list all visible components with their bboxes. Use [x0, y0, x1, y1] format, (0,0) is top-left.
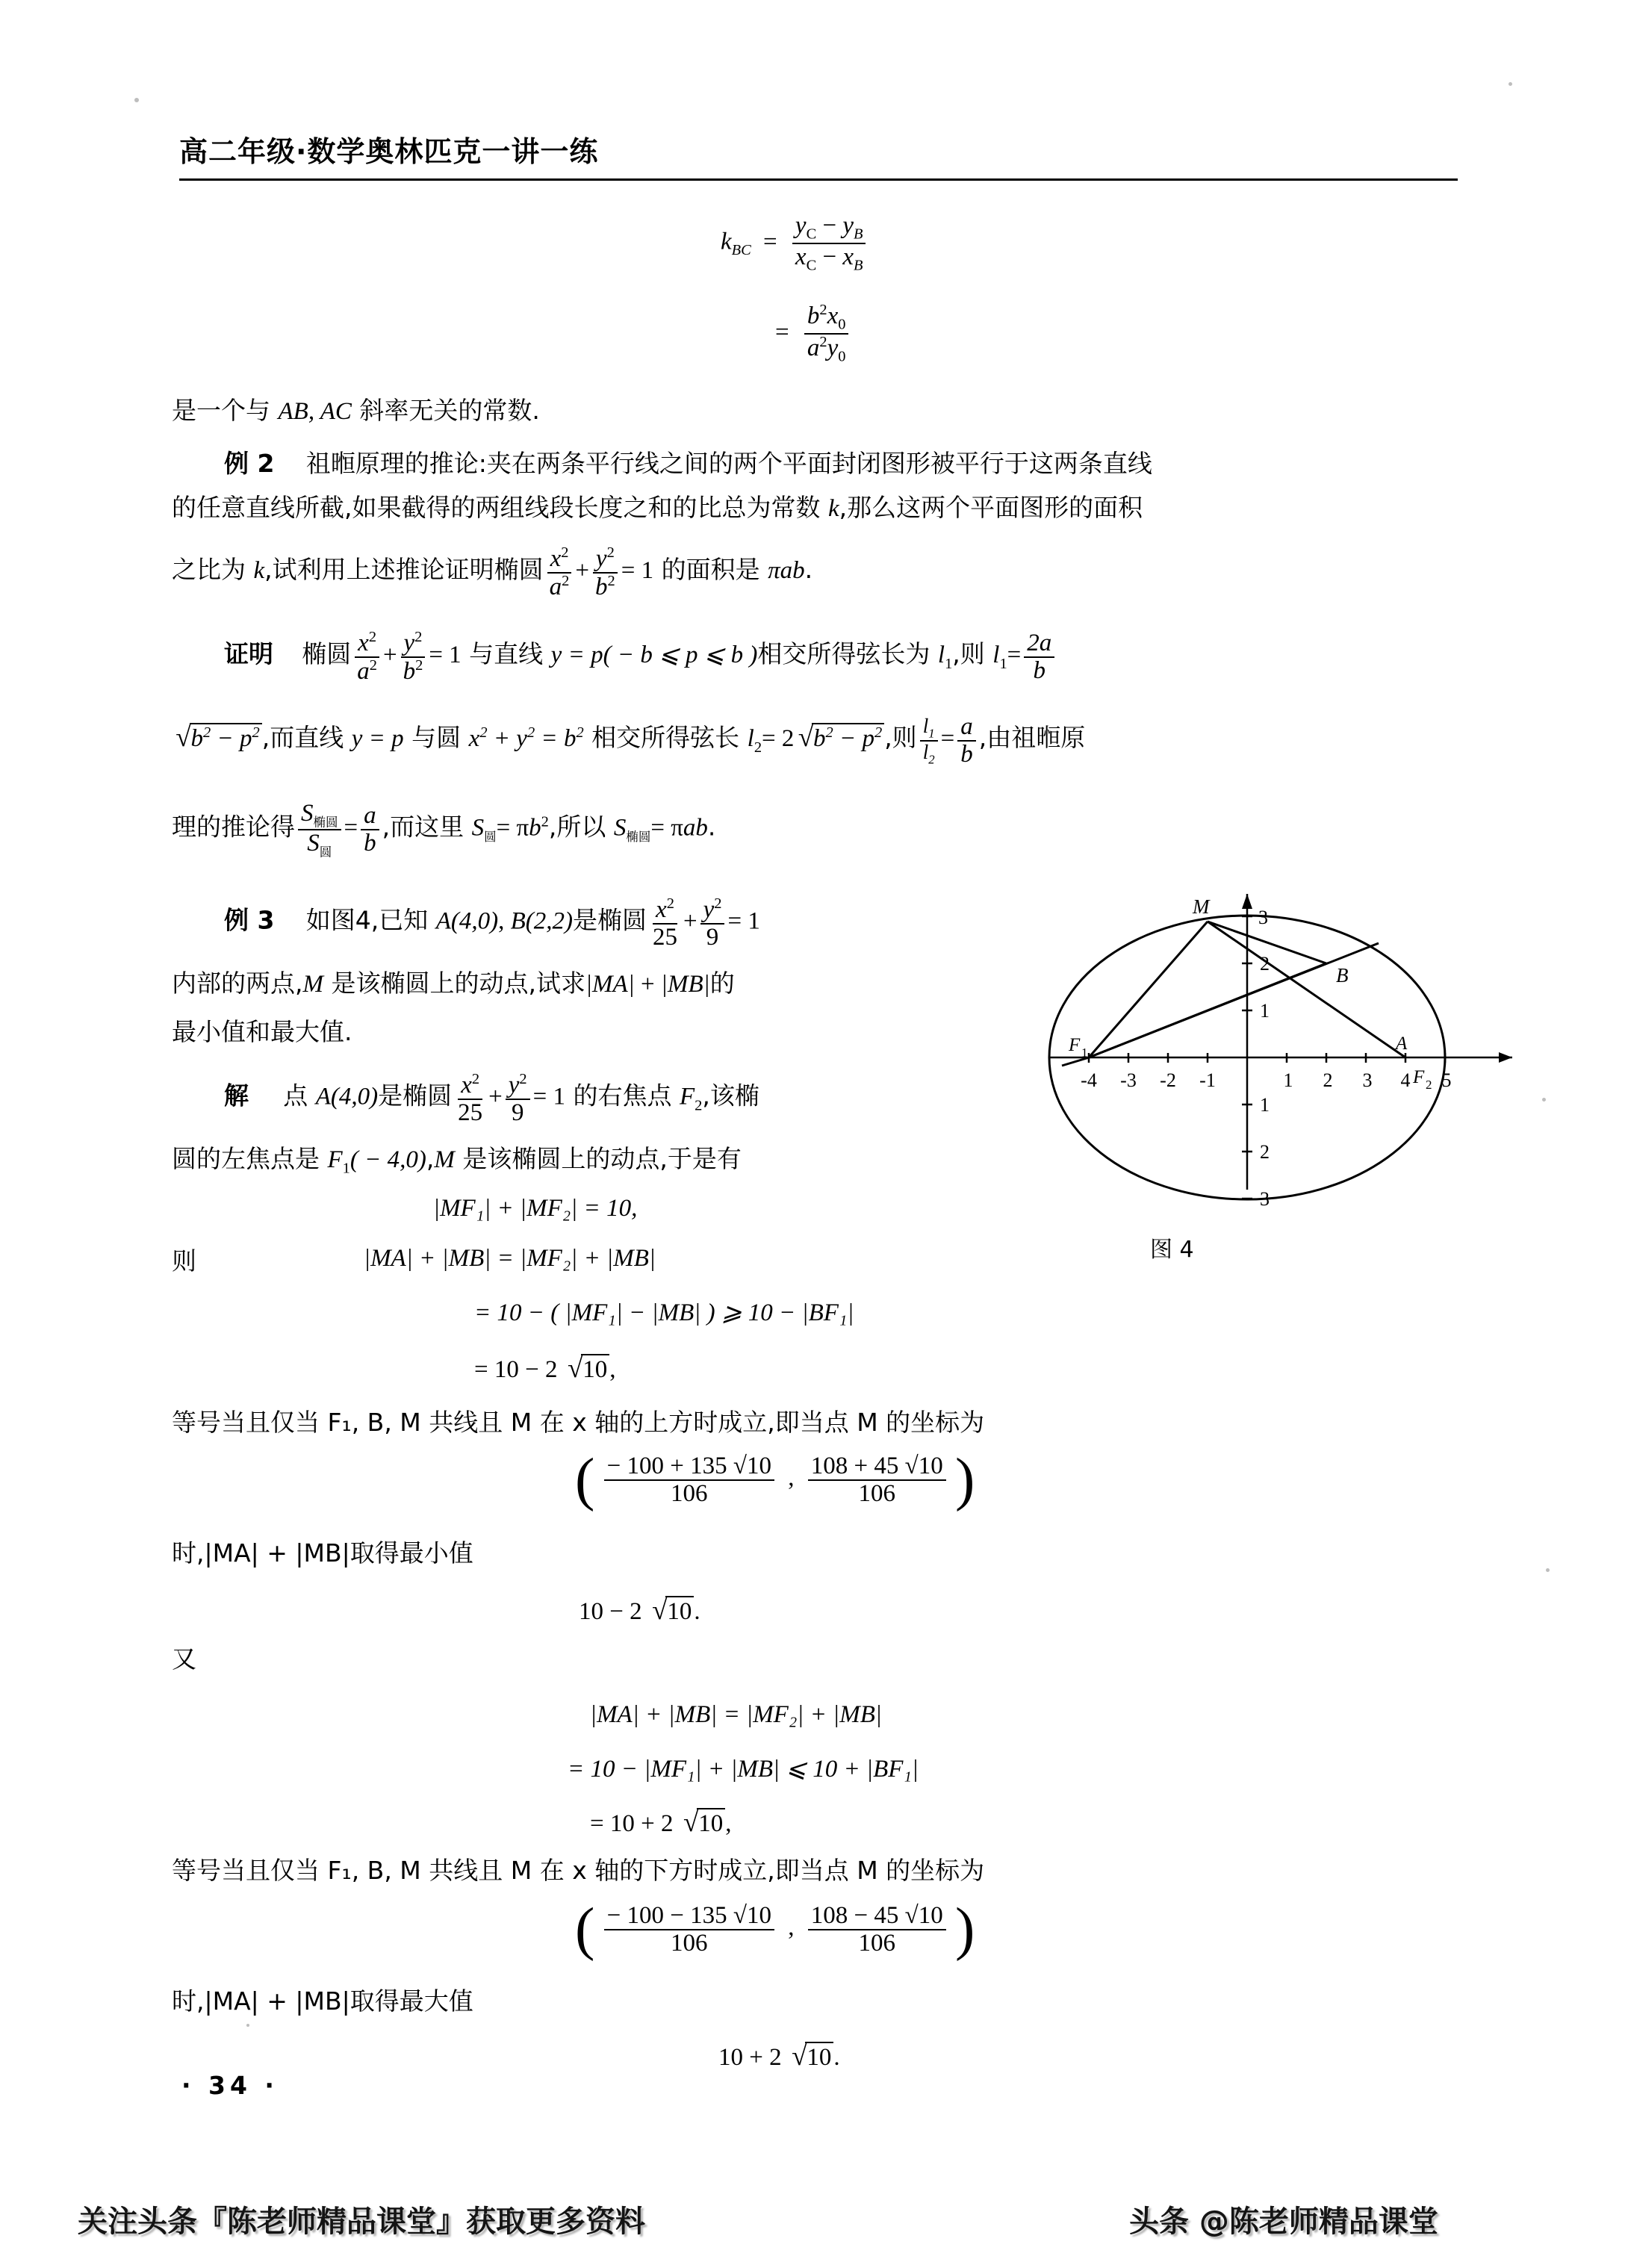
label-F1: F — [1069, 1035, 1081, 1055]
condition-max: 等号当且仅当 F₁, B, M 共线且 M 在 x 轴的下方时成立,即当点 M 的坐标为 — [172, 1856, 985, 1885]
segment-F1-M — [1089, 922, 1208, 1057]
example2-text3d: . — [804, 555, 813, 585]
proof-fraction-2a-b: $\frac{2a}{b}$ — [1024, 630, 1054, 683]
proof-text-l3f: . — [707, 812, 716, 842]
fraction-x2-25: $\frac{x^2}{25}$ — [652, 895, 677, 951]
equation-max-3: = 10 + 2 √10, — [590, 1806, 732, 1837]
example3-line3: 最小值和最大值. — [172, 1017, 352, 1046]
fraction-x2-25-b: $\frac{x^2}{25}$ — [458, 1071, 483, 1126]
point-M-1: M — [302, 971, 323, 998]
solution-text2c: 是该椭圆上的动点,于是有 — [454, 1144, 742, 1173]
svg-text:3: 3 — [1362, 1069, 1373, 1091]
x-axis-arrow — [1499, 1052, 1512, 1063]
value-max: 10 + 2 √10. — [718, 2040, 840, 2071]
fraction-y2-9: $\frac{y^2}{9}$ — [700, 896, 725, 950]
formula-kbc-line1: $k_{BC}$ = $\frac{y_C - y_B}{x_C - x_B}$ — [721, 213, 869, 274]
coord-min-x: $\frac{- 100 + 135 √10}{106}$ — [604, 1453, 774, 1506]
S-circle-sub: 圆 — [484, 830, 497, 845]
svg-text:-2: -2 — [1160, 1069, 1176, 1091]
proof-label: 证明 — [224, 639, 273, 669]
focus-F1-sub: 1 — [342, 1160, 350, 1177]
condition-min: 等号当且仅当 F₁, B, M 共线且 M 在 x 轴的上方时成立,即当点 M 的坐标为 — [172, 1408, 985, 1437]
example2-k1: k — [827, 495, 839, 522]
solution-text2b: , — [426, 1144, 435, 1173]
sqrt-b2-p2-a: $√b^2 - p^2$ — [172, 723, 262, 751]
proof-line3 — [172, 801, 715, 859]
text-post: 斜率无关的常数. — [351, 396, 540, 425]
page-number: · 34 · — [181, 2071, 279, 2100]
proof-l3-eq: = — [344, 814, 358, 842]
scan-speck-2 — [1509, 82, 1512, 86]
S-ellipse-sub: 椭圆 — [626, 830, 651, 845]
label-M: M — [1193, 895, 1210, 918]
text-math-abac: AB, AC — [278, 398, 352, 425]
when-min-text: 时,|MA| + |MB|取得最小值 — [172, 1538, 473, 1568]
fraction-a-b-2: $\frac{a}{b}$ — [361, 803, 379, 856]
svg-text:-1: -1 — [1199, 1069, 1216, 1091]
proof-line2 — [172, 714, 1085, 767]
proof-l1b: l — [992, 641, 1000, 669]
svg-text:1: 1 — [1283, 1069, 1293, 1091]
equation-min-2: = 10 − ( |MF₁| − |MB| ) ⩾ 10 − |BF₁| — [474, 1299, 854, 1326]
then-label: 则 — [172, 1246, 196, 1276]
S-ellipse: S — [613, 814, 627, 842]
paragraph-constant — [172, 398, 540, 424]
coord-max-x: $\frac{- 100 - 135 √10}{106}$ — [604, 1903, 774, 1956]
proof-l1b-sub: 1 — [999, 655, 1007, 672]
example2-text1: 祖暅原理的推论:夹在两条平行线之间的两个平面封闭图形被平行于这两条直线 — [305, 449, 1152, 478]
example3-text2a: 内部的两点, — [172, 969, 303, 998]
y-axis-arrow — [1242, 894, 1252, 909]
svg-text:1: 1 — [1260, 1094, 1270, 1116]
solution-line1 — [224, 1072, 759, 1125]
coord-min-y: $\frac{108 + 45 √10}{106}$ — [808, 1453, 946, 1506]
comma-1: , — [498, 907, 511, 935]
proof-l3e: = π — [650, 814, 683, 842]
dist-MA-1: |MA| — [585, 971, 635, 998]
point-A: A(4,0) — [435, 907, 499, 935]
example3-text2c: 的 — [709, 969, 735, 998]
focus-F1: F — [327, 1146, 343, 1173]
watermark-left: 关注头条『陈老师精品课堂』获取更多资料 — [78, 2205, 645, 2239]
example3-text2b: 是该椭圆上的动点,试求 — [323, 969, 585, 998]
plus-sign: + — [575, 557, 589, 585]
sqrt-b2-p2-b: $√b^2 - p^2$ — [794, 723, 884, 751]
label-B: B — [1336, 964, 1349, 987]
point-A-2: A(4,0) — [315, 1083, 379, 1110]
example2-text3a: 之比为 — [172, 555, 254, 585]
proof-text-l3a: 理的推论得 — [172, 812, 295, 842]
proof-y-eq-p: y = p — [351, 725, 404, 753]
equals-one: = 1 — [621, 557, 654, 585]
proof-text2: 与直线 — [461, 639, 551, 669]
example2-line2 — [172, 495, 1143, 521]
example3-label: 例 3 — [224, 905, 275, 935]
proof-l2-eq: = 2 — [762, 725, 795, 753]
scan-speck-4 — [1546, 1568, 1550, 1572]
svg-text:5: 5 — [1441, 1069, 1452, 1091]
svg-text:2: 2 — [1260, 1141, 1270, 1163]
fraction-x2-a2: $\frac{x^2}{a^2}$ — [547, 545, 573, 600]
plus-4: + — [488, 1083, 503, 1110]
b-squared: b — [529, 814, 541, 842]
solution-text1c: 的右焦点 — [565, 1081, 680, 1110]
proof-fraction-x2a2: $\frac{x^2}{a^2}$ — [354, 630, 380, 684]
proof-l1: l — [937, 641, 945, 669]
example2-line3 — [172, 545, 812, 600]
svg-text:2: 2 — [1260, 953, 1270, 975]
solution-line2 — [172, 1146, 742, 1176]
example2-text3c: 的面积是 — [653, 555, 768, 585]
ab-value: ab — [683, 814, 708, 842]
ellipse-svg — [1004, 870, 1557, 1221]
svg-text:4: 4 — [1400, 1069, 1411, 1091]
svg-text:-3: -3 — [1120, 1069, 1137, 1091]
proof-line-eq: y = p — [550, 641, 603, 669]
proof-text-l3d: ,所以 — [548, 812, 614, 842]
watermark-right: 头条 @陈老师精品课堂 — [1129, 2205, 1438, 2239]
example2-line1 — [224, 451, 1152, 477]
proof-eq2: = — [1007, 641, 1022, 669]
label-F2: F — [1413, 1067, 1425, 1087]
example3-line2 — [172, 971, 735, 997]
again-label: 又 — [172, 1644, 196, 1674]
then-label-row — [172, 1246, 196, 1276]
label-F2-sub: 2 — [1426, 1078, 1432, 1092]
formula-kbc-line2: = $\frac{b^2x_0}{a^2y_0}$ — [775, 302, 851, 365]
svg-text:1: 1 — [1260, 1000, 1270, 1022]
fraction-y2-b2: $\frac{y^2}{b^2}$ — [592, 545, 618, 600]
text-pre: 是一个与 — [172, 396, 279, 425]
circle-equation: $x^2 + y^2 = b^2$ — [468, 724, 584, 753]
example3-line1 — [224, 896, 760, 950]
proof-ratio-eq: = — [940, 725, 955, 753]
proof-range: ( − b ⩽ p ⩽ b ) — [603, 641, 758, 669]
header-rule — [179, 178, 1458, 181]
segment-M-A — [1208, 922, 1405, 1057]
solution-text1d: ,该椭 — [702, 1081, 759, 1110]
point-B: B(2,2) — [510, 907, 573, 935]
solution-label: 解 — [224, 1081, 249, 1110]
proof-l1-sub: 1 — [945, 655, 953, 672]
scan-speck-1 — [134, 98, 139, 102]
solution-text2a: 圆的左焦点是 — [172, 1144, 328, 1173]
example2-text3b: ,试利用上述推论证明椭圆 — [264, 555, 544, 585]
svg-text:3: 3 — [1260, 1188, 1270, 1210]
svg-text:2: 2 — [1323, 1069, 1333, 1091]
proof-text-l2a: ,而直线 — [261, 723, 352, 753]
proof-eq1: = 1 — [429, 641, 462, 669]
proof-text1: 椭圆 — [302, 639, 352, 669]
figure-caption: 图 4 — [1150, 1237, 1194, 1263]
equation-max-2: = 10 − |MF₁| + |MB| ⩽ 10 + |BF₁| — [568, 1756, 919, 1783]
area-pi-ab: πab — [768, 557, 805, 585]
value-min: 10 − 2 √10. — [579, 1594, 700, 1625]
proof-text-l2c: 相交所得弦长 — [583, 723, 748, 753]
focus-F2-sub: 2 — [695, 1097, 703, 1114]
equation-max-1: |MA| + |MB| = |MF₂| + |MB| — [590, 1701, 882, 1728]
segment-F1-to-ellipse — [1089, 943, 1379, 1057]
plus-2: + — [683, 907, 697, 935]
label-A: A — [1396, 1034, 1408, 1054]
coord-max-y: $\frac{108 - 45 √10}{106}$ — [808, 1903, 946, 1956]
figure-ellipse-diagram — [1004, 870, 1557, 1221]
fraction-a-b-1: $\frac{a}{b}$ — [957, 714, 976, 767]
scan-speck-3 — [1542, 1098, 1546, 1102]
when-max-text: 时,|MA| + |MB|取得最大值 — [172, 1986, 473, 2016]
dist-MB-1: |MB| — [660, 971, 710, 998]
page-header — [179, 137, 1449, 168]
svg-text:-4: -4 — [1081, 1069, 1097, 1091]
fraction-l1-l2: $\frac{l_1}{l_2}$ — [920, 715, 938, 766]
S-circle: S — [471, 814, 485, 842]
example3-text1b: 是椭圆 — [572, 905, 647, 935]
equation-min-3: = 10 − 2 √10, — [474, 1352, 616, 1383]
x-tick-labels — [1081, 1069, 1451, 1091]
example2-k2: k — [253, 557, 265, 585]
fraction-Sell-Scircle: $\frac{S_{椭圆}}{S_圆}$ — [298, 801, 341, 859]
book-title: 高二年级·数学奥林匹克一讲一练 — [179, 135, 599, 168]
proof-plus: + — [382, 641, 397, 669]
svg-text:3: 3 — [1258, 907, 1268, 928]
proof-l3c: = π — [496, 814, 529, 842]
eq-2: = 1 — [532, 1083, 566, 1110]
scan-speck-5 — [246, 2024, 249, 2027]
example3-text1a: 如图4,已知 — [305, 905, 436, 935]
example2-text2a: 的任意直线所截,如果截得的两组线段长度之和的比总为常数 — [172, 493, 828, 522]
proof-text-l2e: ,由祖暅原 — [978, 723, 1086, 753]
b-squared-exp: 2 — [541, 813, 549, 830]
proof-text3: 相交所得弦长为 — [757, 639, 938, 669]
point-M-2: M — [434, 1146, 455, 1173]
proof-text-l3b: ,而这里 — [382, 812, 472, 842]
proof-l2: l — [747, 725, 754, 753]
eq-1: = 1 — [727, 907, 760, 935]
example2-text2b: ,那么这两个平面图形的面积 — [839, 493, 1143, 522]
plus-3: + — [634, 971, 661, 998]
equation-min-1: |MA| + |MB| = |MF₂| + |MB| — [364, 1245, 656, 1272]
proof-l2-sub: 2 — [754, 739, 762, 756]
focus-F1-coord: ( − 4,0) — [349, 1146, 426, 1173]
proof-fraction-y2b2: $\frac{y^2}{b^2}$ — [400, 630, 426, 684]
focus-F2: F — [680, 1083, 695, 1110]
solution-text1b: 是椭圆 — [378, 1081, 453, 1110]
proof-text-l2d: ,则 — [884, 723, 917, 753]
proof-line1 — [224, 630, 1057, 684]
coordinate-min: ( $\frac{- 100 + 135 √10}{106}$ , $\frac{108 + 45 √10}{106}$ ) — [575, 1446, 975, 1512]
label-F1-sub: 1 — [1081, 1046, 1088, 1060]
example2-label: 例 2 — [224, 449, 275, 478]
coordinate-max: ( $\frac{- 100 - 135 √10}{106}$ , $\frac{108 - 45 √10}{106}$ ) — [575, 1895, 975, 1962]
proof-text-l2b: 与圆 — [403, 723, 469, 753]
fraction-y2-9-b: $\frac{y^2}{9}$ — [506, 1072, 530, 1125]
proof-text4: ,则 — [952, 639, 993, 669]
equation-foci-sum: |MF₁| + |MF₂| = 10, — [433, 1195, 638, 1222]
solution-text1a: 点 — [283, 1081, 316, 1110]
